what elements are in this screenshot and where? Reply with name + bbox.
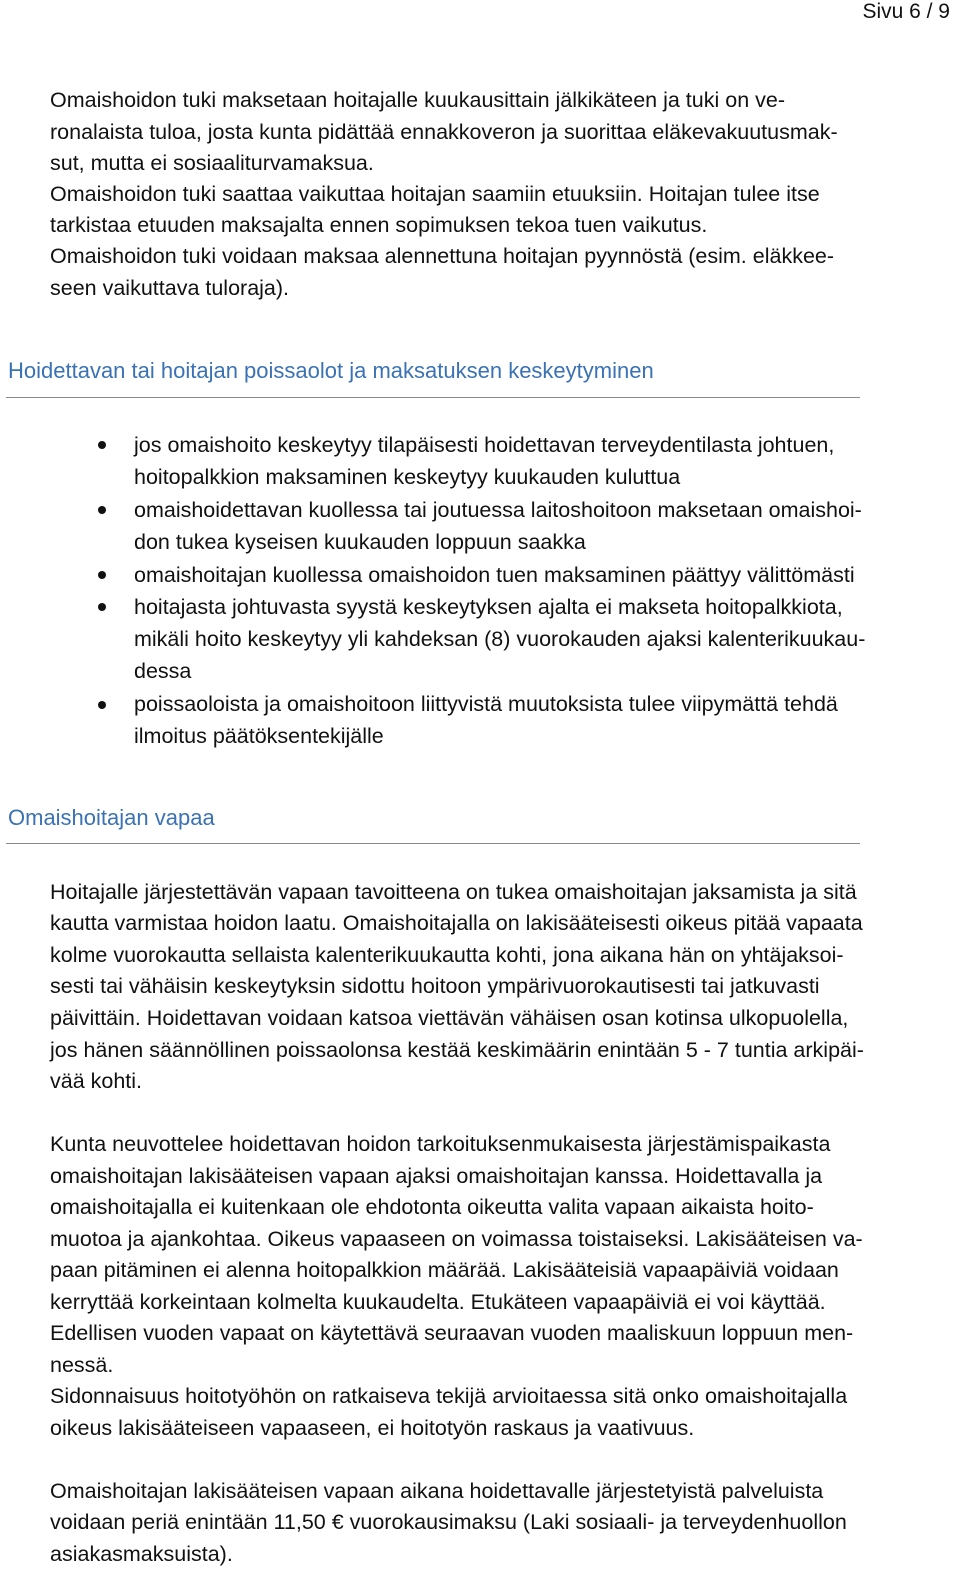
text-line: omaishoitajan kuollessa omaishoidon tuen maksaminen päättyy välittömästi [134,563,855,587]
text-line: Kunta neuvottelee hoidettavan hoidon tarkoituksenmukaisesta järjestämispaikasta [50,1132,831,1156]
text-line: Sidonnaisuus hoitotyöhön on ratkaiseva tekijä arvioitaessa sitä onko omaishoitajalla [50,1384,848,1408]
heading-rule [6,397,860,398]
text-line: vää kohti. [50,1069,143,1093]
section-heading: Omaishoitajan vapaa [8,805,215,830]
text-line: hoitopalkkion maksaminen keskeytyy kuukauden kuluttua [134,465,681,489]
text-line: omaishoitajan lakisääteisen vapaan ajaksi omaishoitajan kanssa. Hoidettavalla ja [50,1164,823,1188]
text-line: Omaishoidon tuki voidaan maksaa alennettuna hoitajan pyynnöstä (esim. eläkkee- [50,244,835,268]
text-line: Omaishoidon tuki saattaa vaikuttaa hoitajan saamiin etuuksiin. Hoitajan tulee itse [50,182,820,206]
text-line: paan pitäminen ei alenna hoitopalkkion määrää. Lakisääteisiä vapaapäiviä voidaan [50,1258,839,1282]
text-line: ilmoitus päätöksentekijälle [134,724,384,748]
bullet-icon [98,571,106,579]
text-line: hoitajasta johtuvasta syystä keskeytyksen ajalta ei makseta hoitopalkkiota, [134,595,843,619]
text-line: oikeus lakisääteiseen vapaaseen, ei hoitotyön raskaus ja vaativuus. [50,1416,695,1440]
text-line: omaishoitajalla ei kuitenkaan ole ehdotonta oikeutta valita vapaan aikaista hoito- [50,1195,814,1219]
text-line: asiakasmaksuista). [50,1542,233,1566]
bullet-icon [98,506,106,514]
section-heading: Hoidettavan tai hoitajan poissaolot ja maksatuksen keskeytyminen [8,358,654,383]
text-line: Hoitajalle järjestettävän vapaan tavoitteena on tukea omaishoitajan jaksamista ja sitä [50,880,857,904]
bullet-icon [98,603,106,611]
text-line: Edellisen vuoden vapaat on käytettävä seuraavan vuoden maaliskuun loppuun men- [50,1321,854,1345]
text-line: Omaishoidon tuki maksetaan hoitajalle kuukausittain jälkikäteen ja tuki on ve- [50,88,785,112]
bullet-icon [98,441,106,449]
text-line: muotoa ja ajankohtaa. Oikeus vapaaseen on voimassa toistaiseksi. Lakisääteisen va- [50,1227,863,1251]
text-line: kerryttää korkeintaan kolmelta kuukaudelta. Etukäteen vapaapäiviä ei voi käyttää. [50,1290,826,1314]
text-line: mikäli hoito keskeytyy yli kahdeksan (8) vuorokauden ajaksi kalenterikuukau- [134,627,866,651]
text-line: seen vaikuttava tuloraja). [50,276,290,300]
text-line: kautta varmistaa hoidon laatu. Omaishoitajalla on lakisääteisesti oikeus pitää vapaata [50,911,863,935]
text-line: sut, mutta ei sosiaaliturvamaksua. [50,151,374,175]
text-line: kolme vuorokautta sellaista kalenterikuukautta kohti, jona aikana hän on yhtäjaksoi- [50,943,844,967]
heading-rule [6,843,860,844]
text-line: nessä. [50,1353,114,1377]
text-line: poissaoloista ja omaishoitoon liittyvistä muutoksista tulee viipymättä tehdä [134,692,838,716]
text-line: päivittäin. Hoidettavan voidaan katsoa viettävän vähäisen osan kotinsa ulkopuolella, [50,1006,849,1030]
text-line: voidaan periä enintään 11,50 € vuorokausimaksu (Laki sosiaali- ja terveydenhuollon [50,1510,847,1534]
text-line: ronalaista tuloa, josta kunta pidättää ennakkoveron ja suorittaa eläkevakuutusmak- [50,120,838,144]
bullet-icon [98,701,106,709]
page-number: Sivu 6 / 9 [862,0,950,23]
text-line: Omaishoitajan lakisääteisen vapaan aikana hoidettavalle järjestetyistä palveluista [50,1479,824,1503]
text-line: don tukea kyseisen kuukauden loppuun saakka [134,530,586,554]
text-line: jos omaishoito keskeytyy tilapäisesti hoidettavan terveydentilasta johtuen, [134,433,835,457]
text-line: sesti tai vähäisin keskeytyksin sidottu hoitoon ympärivuorokautisesti tai jatkuvasti [50,974,820,998]
text-line: dessa [134,659,192,683]
text-line: jos hänen säännöllinen poissaolonsa kestää keskimäärin enintään 5 - 7 tuntia arkipäi- [50,1038,864,1062]
text-line: tarkistaa etuuden maksajalta ennen sopimuksen tekoa tuen vaikutus. [50,213,708,237]
text-line: omaishoidettavan kuollessa tai joutuessa laitoshoitoon maksetaan omaishoi- [134,498,862,522]
